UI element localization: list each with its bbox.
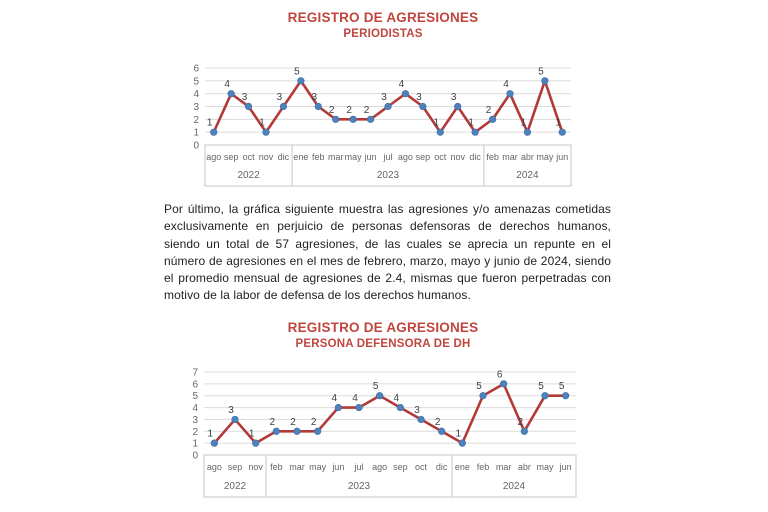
svg-text:abr: abr <box>520 152 534 162</box>
svg-text:2023: 2023 <box>376 170 400 181</box>
svg-text:jun: jun <box>559 462 572 472</box>
svg-text:mar: mar <box>495 462 512 472</box>
svg-text:may: may <box>344 152 362 162</box>
svg-text:4: 4 <box>398 79 405 91</box>
svg-text:2: 2 <box>269 416 276 428</box>
svg-text:oct: oct <box>434 152 447 162</box>
body-paragraph: Por último, la gráfica siguiente muestra las agresiones y/o amenazas cometidas exclusivamente en perjuicio de personas defensoras de derechos humanos, siendo un total de 57 agresiones, de las cuales se aprecia un repunte en el número de agresiones en el mes de febrero, marzo, mayo y junio de 2024, siendo el promedio mensual de agresiones de 2.4, mismas que fueron perpetradas con motivo de la labor de defensa de los derechos humanos. <box>164 202 611 303</box>
svg-text:dic: dic <box>435 462 448 472</box>
svg-text:2: 2 <box>346 104 352 116</box>
svg-text:3: 3 <box>276 92 283 103</box>
svg-text:6: 6 <box>496 369 503 381</box>
svg-text:nov: nov <box>258 152 274 162</box>
svg-text:4: 4 <box>331 393 338 405</box>
svg-text:sep: sep <box>223 152 239 162</box>
svg-text:ago: ago <box>372 462 388 472</box>
svg-text:6: 6 <box>193 63 199 75</box>
svg-text:5: 5 <box>538 66 544 78</box>
svg-text:2: 2 <box>290 416 296 428</box>
svg-text:5: 5 <box>538 381 544 393</box>
svg-text:jun: jun <box>556 152 569 162</box>
svg-text:7: 7 <box>192 367 198 379</box>
svg-text:1: 1 <box>206 117 213 129</box>
svg-text:5: 5 <box>192 391 198 403</box>
svg-text:4: 4 <box>193 89 199 101</box>
svg-text:2: 2 <box>310 416 317 428</box>
svg-text:6: 6 <box>192 379 198 391</box>
chart1-periodistas-line-chart <box>183 55 583 190</box>
svg-text:jul: jul <box>383 152 393 162</box>
svg-text:5: 5 <box>372 381 379 393</box>
chart2-header <box>183 320 583 350</box>
chart1-subtitle: PERIODISTAS <box>343 28 423 40</box>
svg-text:3: 3 <box>193 102 199 113</box>
svg-text:1: 1 <box>259 117 265 129</box>
svg-text:4: 4 <box>393 393 400 405</box>
svg-text:1: 1 <box>248 428 255 440</box>
svg-text:ene: ene <box>293 152 309 162</box>
svg-text:may: may <box>536 462 554 472</box>
svg-text:abr: abr <box>517 462 531 472</box>
svg-text:2: 2 <box>192 426 198 438</box>
svg-text:1: 1 <box>193 127 199 139</box>
svg-text:2: 2 <box>485 104 492 116</box>
svg-text:2: 2 <box>517 416 524 428</box>
svg-text:1: 1 <box>192 438 198 450</box>
svg-text:3: 3 <box>414 404 420 416</box>
svg-text:feb: feb <box>486 152 499 162</box>
svg-text:may: may <box>309 462 327 472</box>
svg-text:1: 1 <box>207 428 214 440</box>
svg-text:dic: dic <box>469 152 481 162</box>
svg-text:mar: mar <box>327 152 344 162</box>
svg-text:5: 5 <box>476 381 482 393</box>
svg-text:ago: ago <box>206 152 222 162</box>
svg-text:2: 2 <box>434 416 441 428</box>
svg-text:2: 2 <box>328 104 335 116</box>
svg-text:2022: 2022 <box>237 170 260 181</box>
svg-text:dic: dic <box>277 152 290 162</box>
svg-text:feb: feb <box>270 462 283 472</box>
svg-text:2: 2 <box>193 114 199 126</box>
svg-text:may: may <box>536 152 554 162</box>
svg-text:oct: oct <box>414 462 428 472</box>
svg-text:1: 1 <box>555 117 562 129</box>
svg-text:2024: 2024 <box>516 170 539 181</box>
svg-text:3: 3 <box>311 92 318 103</box>
svg-text:ago: ago <box>206 462 222 472</box>
svg-text:1: 1 <box>455 428 462 440</box>
chart2-title: REGISTRO DE AGRESIONES <box>287 320 479 335</box>
svg-text:sep: sep <box>393 462 408 472</box>
svg-text:0: 0 <box>192 450 198 462</box>
svg-text:4: 4 <box>224 79 230 91</box>
svg-text:feb: feb <box>476 462 490 472</box>
svg-text:3: 3 <box>416 92 422 103</box>
svg-text:3: 3 <box>450 92 457 103</box>
svg-text:nov: nov <box>248 462 263 472</box>
svg-text:5: 5 <box>558 381 565 393</box>
svg-text:jul: jul <box>354 462 364 472</box>
svg-text:mar: mar <box>502 152 518 162</box>
svg-text:oct: oct <box>242 152 255 162</box>
chart1-title: REGISTRO DE AGRESIONES <box>287 10 479 25</box>
svg-text:2: 2 <box>363 104 370 116</box>
svg-text:3: 3 <box>381 92 387 103</box>
svg-text:jun: jun <box>332 462 345 472</box>
svg-text:sep: sep <box>415 152 431 162</box>
svg-text:4: 4 <box>352 393 358 405</box>
svg-text:0: 0 <box>193 140 199 152</box>
svg-text:2023: 2023 <box>347 481 371 492</box>
svg-text:1: 1 <box>520 117 527 129</box>
svg-text:3: 3 <box>241 92 248 103</box>
svg-text:ago: ago <box>397 152 413 162</box>
svg-text:sep: sep <box>227 462 243 472</box>
svg-text:2024: 2024 <box>502 481 526 492</box>
svg-text:3: 3 <box>228 404 234 416</box>
svg-text:mar: mar <box>289 462 305 472</box>
svg-text:ene: ene <box>454 462 470 472</box>
svg-text:1: 1 <box>433 117 440 129</box>
chart1-header <box>183 10 583 40</box>
svg-text:jun: jun <box>364 152 377 162</box>
chart2-subtitle: PERSONA DEFENSORA DE DH <box>295 338 471 350</box>
svg-text:3: 3 <box>192 414 198 426</box>
svg-text:4: 4 <box>503 79 509 91</box>
chart2-defensores-line-chart <box>183 362 583 502</box>
svg-text:5: 5 <box>294 66 300 78</box>
svg-text:nov: nov <box>450 152 465 162</box>
svg-text:4: 4 <box>192 403 198 415</box>
svg-text:2022: 2022 <box>223 481 247 492</box>
svg-text:feb: feb <box>312 152 325 162</box>
svg-text:1: 1 <box>468 117 474 129</box>
svg-text:5: 5 <box>193 76 199 88</box>
